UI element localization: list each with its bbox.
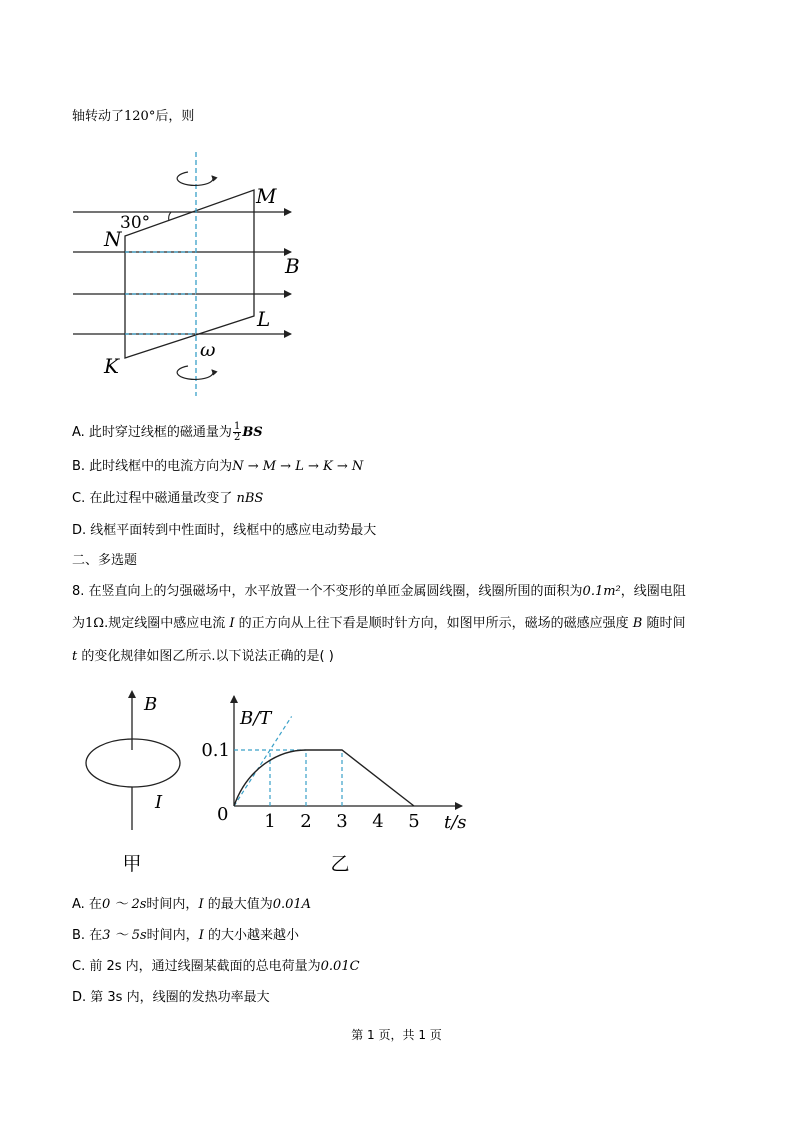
q7-option-c: C. 在此过程中磁通量改变了 nBS [72, 491, 264, 506]
q7-option-d: D. 线框平面转到中性面时，线框中的感应电动势最大 [72, 523, 377, 538]
q7-option-a: A. 此时穿过线框的磁通量为 $\frac{1}{2}$ BS [72, 421, 263, 443]
origin-label: 0 [217, 804, 229, 825]
rotation-arrow-top-icon [177, 172, 213, 185]
q8-option-c: C. 前 2s 内，通过线圈某截面的总电荷量为0.01C [72, 959, 360, 974]
q8-stem-line-1: 8. 在竖直向上的匀强磁场中，水平放置一个不变形的单匝金属圆线圈，线圈所围的面积为0.1m²，线圈电阻 [72, 584, 686, 599]
x-tick-label-4: 4 [372, 811, 384, 832]
b-t-curve [234, 750, 414, 806]
page-footer: 第 1 页，共 1 页 [351, 1028, 442, 1042]
q8-option-d: D. 第 3s 内，线圈的发热功率最大 [72, 990, 270, 1005]
jia-caption: 甲 [122, 853, 142, 875]
q8-option-a: A. 在0 ～ 2s时间内，I 的最大值为0.01A [72, 897, 312, 912]
y-axis-label: B/T [240, 708, 272, 729]
label-B: B [285, 254, 300, 278]
label-omega: ω [200, 339, 216, 361]
q8-stem-line-3: t 的变化规律如图乙所示.以下说法正确的是( ) [72, 649, 334, 664]
q7-stem: 轴转动了120°后，则 [72, 109, 195, 124]
x-tick-label-5: 5 [408, 811, 420, 832]
q8-option-b: B. 在3 ～ 5s时间内，I 的大小越来越小 [72, 928, 299, 943]
label-L: L [257, 307, 271, 331]
x-tick-label-2: 2 [300, 811, 312, 832]
q7-option-b: B. 此时线框中的电流方向为N → M → L → K → N [72, 459, 364, 474]
label-N: N [104, 227, 122, 251]
section-title: 二、多选题 [72, 553, 138, 568]
x-axis-label: t/s [444, 812, 467, 833]
angle-label: 30° [120, 213, 151, 233]
fraction: $\frac{1}{2}$ [233, 421, 241, 443]
metal-coil [86, 739, 180, 787]
q8-figure-yi [200, 688, 480, 883]
tangent-line [234, 716, 292, 806]
q7-angle: 120° [124, 109, 156, 124]
jia-i-label: I [155, 792, 163, 813]
x-tick-label-1: 1 [264, 811, 276, 832]
label-K: K [104, 354, 119, 378]
x-tick-label-3: 3 [336, 811, 348, 832]
yi-caption: 乙 [330, 853, 350, 875]
jia-b-label: B [144, 694, 158, 715]
label-M: M [256, 184, 277, 208]
rotation-arrow-bottom-icon [177, 366, 213, 379]
q8-figure-jia [80, 688, 200, 883]
q7-figure [68, 148, 318, 398]
y-tick-label-0.1: 0.1 [201, 740, 230, 761]
q8-stem-line-2: 为1Ω.规定线圈中感应电流 I 的正方向从上往下看是顺时针方向，如图甲所示，磁场的磁感应强度 B 随时间 [72, 616, 686, 631]
